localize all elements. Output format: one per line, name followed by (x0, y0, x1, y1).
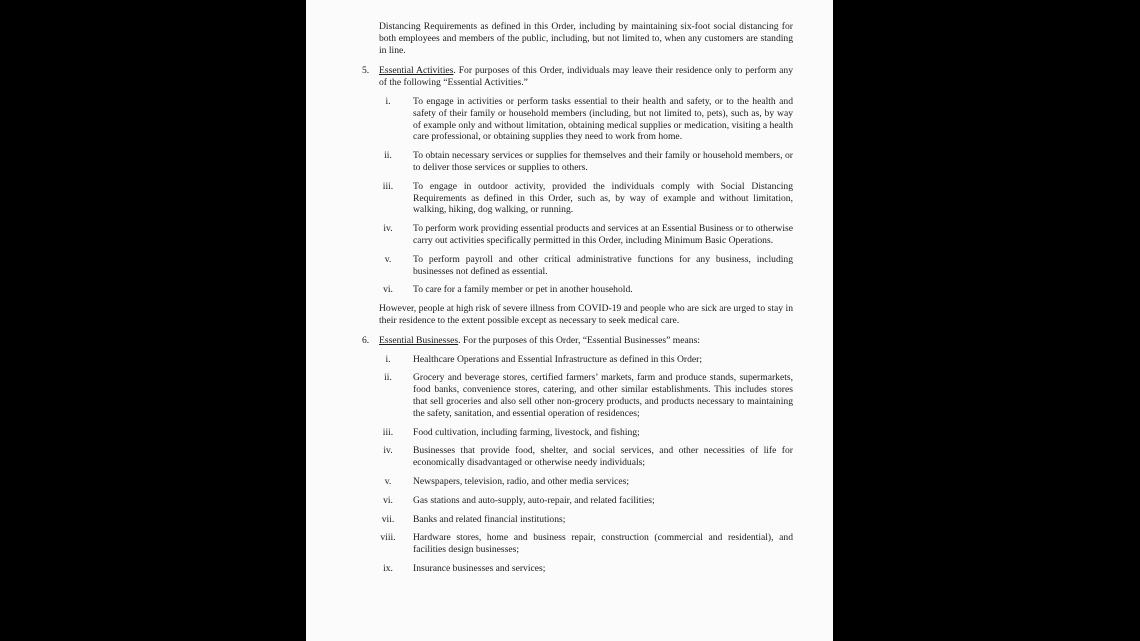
section-6-number: 6. (362, 334, 370, 346)
section-5-closing: However, people at high risk of severe illness from COVID-19 and people who are sick are urged to stay in their residence to the extent possible except as necessary to seek medical care. (379, 303, 793, 326)
list-item-text: To care for a family member or pet in another household. (413, 284, 633, 296)
section-6 (362, 334, 793, 347)
list-item (382, 180, 793, 216)
document-page (306, 0, 833, 641)
list-item-text: Food cultivation, including farming, livestock, and fishing; (413, 426, 640, 438)
list-item-number: i. (385, 353, 391, 365)
list-item-text: To engage in outdoor activity, provided the individuals comply with Social Distancing Requirements as defined in this Order, such as, by way of example and without limitation, walking, hiking, dog walking, or running. (413, 180, 793, 216)
section-6-heading: Essential Businesses (379, 334, 459, 346)
section-6-text: . For the purposes of this Order, “Essential Businesses” means: (458, 334, 700, 346)
list-item-text: To perform payroll and other critical administrative functions for any business, including businesses not defined as essential. (413, 253, 793, 277)
list-item-text: Businesses that provide food, shelter, and social services, and other necessities of life for economically disadvantaged or otherwise needy individuals; (413, 445, 793, 469)
list-item-number: v. (384, 475, 392, 487)
list-item-number: ix. (383, 562, 393, 574)
list-item-number: ii. (384, 150, 392, 162)
list-item (383, 284, 793, 296)
list-item-text: To engage in activities or perform tasks essential to their health and safety, or to the health and safety of their family or household members (including, but not limited to, pets), such as, by way of example only and without limitation, obtaining medical supplies or medication, visiting a health care professional, or obtaining supplies they need to work from home. (413, 95, 793, 143)
list-item-text: Banks and related financial institutions; (413, 513, 566, 525)
list-item-text: To perform work providing essential products and services at an Essential Business or to otherwise carry out activities specifically permitted in this Order, including Minimum Basic Operations. (413, 223, 793, 246)
list-item (383, 223, 793, 247)
list-item-text: Insurance businesses and services; (413, 562, 546, 574)
list-item-text: Newspapers, television, radio, and other media services; (413, 475, 630, 487)
list-item (383, 494, 793, 507)
list-item-number: vii. (381, 513, 395, 525)
section-5-paragraph (379, 65, 793, 89)
list-item (380, 532, 793, 556)
list-item (382, 426, 793, 439)
list-item-number: iii. (382, 180, 394, 192)
section-6-paragraph (379, 335, 793, 347)
list-item-number: ii. (384, 372, 392, 384)
list-item (384, 372, 793, 419)
list-item-number: vi. (383, 284, 393, 296)
list-item-number: iv. (383, 223, 393, 235)
list-item (385, 95, 793, 143)
list-item-number: i. (385, 95, 391, 107)
list-item (384, 253, 793, 278)
section-5-number: 5. (362, 65, 370, 77)
section-5-items (306, 96, 833, 296)
list-item (381, 513, 793, 526)
section-5 (362, 65, 793, 89)
list-item (384, 475, 793, 488)
list-item-text: Gas stations and auto-supply, auto-repair, and related facilities; (413, 494, 655, 506)
list-item-text: Grocery and beverage stores, certified farmers’ markets, farm and produce stands, supermarkets, food banks, convenience stores, catering, and other similar establishments. This includes stores that sell groceries and also sell other non-grocery products, and products necessary to maintaining the safety, sanitation, and essential operation of residences; (413, 372, 793, 419)
list-item-number: viii. (380, 532, 396, 544)
list-item (383, 562, 793, 575)
list-item (385, 353, 793, 366)
list-item (384, 150, 793, 174)
page-content (306, 21, 833, 582)
list-item (383, 445, 793, 469)
list-item-number: iv. (383, 445, 393, 457)
list-item-number: vi. (383, 494, 393, 506)
section-5-text: . For purposes of this Order, individuals may leave their residence only to perform any of the following “Essential Activities.” (379, 65, 793, 89)
intro-paragraph: Distancing Requirements as defined in this Order, including by maintaining six-foot social distancing for both employees and members of the public, including, but not limited to, when any customers are standing in line. (379, 21, 793, 56)
list-item-text: To obtain necessary services or supplies for themselves and their family or household members, or to deliver those services or supplies to others. (413, 150, 793, 173)
section-6-items (306, 354, 833, 575)
list-item-text: Hardware stores, home and business repair, construction (commercial and residential), and facilities design businesses; (413, 532, 793, 556)
list-item-number: v. (384, 253, 392, 265)
list-item-number: iii. (382, 426, 394, 438)
list-item-text: Healthcare Operations and Essential Infrastructure as defined in this Order; (413, 353, 703, 365)
section-5-heading: Essential Activities (379, 65, 454, 77)
